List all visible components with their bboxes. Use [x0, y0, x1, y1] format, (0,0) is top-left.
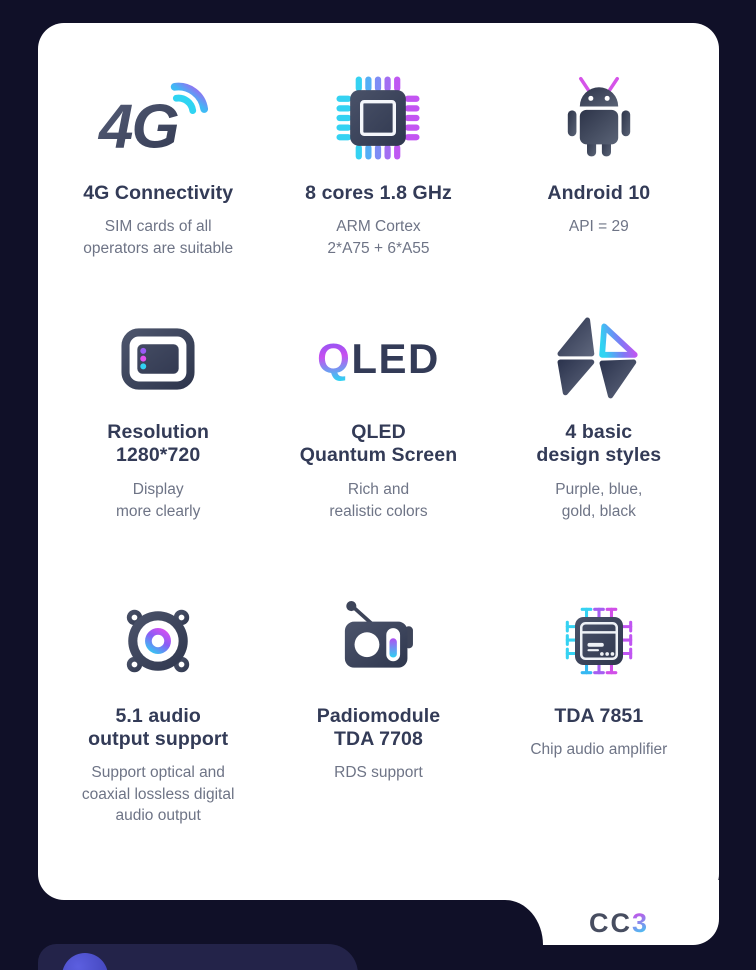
qled-logo: [317, 315, 440, 403]
feature-android: [489, 68, 709, 315]
feature-subtitle: Display more clearly: [115, 481, 201, 520]
feature-title: Padiomodule TDA 7708: [316, 705, 441, 750]
speaker-icon: [110, 591, 206, 691]
4g-signal-icon: [95, 68, 221, 168]
feature-subtitle: API = 29: [568, 218, 629, 235]
feature-title: QLED Quantum Screen: [299, 421, 458, 466]
feature-amplifier: [489, 591, 709, 900]
feature-title: 8 cores 1.8 GHz: [305, 182, 452, 204]
feature-title: 5.1 audio output support: [88, 705, 229, 750]
cc3-logo-suffix: 3: [631, 908, 650, 938]
cc3-logo-prefix: CC: [588, 908, 632, 938]
radio-icon: [332, 591, 424, 691]
android-robot-icon: [551, 68, 647, 168]
qled-led-letters: LED: [351, 335, 440, 382]
feature-title: TDA 7851: [554, 705, 644, 727]
feature-subtitle: Chip audio amplifier: [530, 741, 668, 758]
feature-qled: [268, 315, 488, 591]
feature-audio-output: [48, 591, 268, 900]
cc3-logo: [589, 908, 649, 939]
feature-design-styles: [489, 315, 709, 591]
feature-subtitle: ARM Cortex 2*A75 + 6*A55: [327, 218, 430, 257]
cpu-chip-icon: [330, 68, 426, 168]
feature-title: Resolution 1280*720: [107, 421, 210, 466]
feature-subtitle: Purple, blue, gold, black: [555, 481, 643, 520]
feature-subtitle: RDS support: [334, 764, 423, 781]
feature-subtitle: Rich and realistic colors: [329, 481, 428, 520]
qled-q-letter: Q: [317, 335, 352, 382]
feature-title: 4 basic design styles: [536, 421, 662, 466]
feature-title: Android 10: [547, 182, 651, 204]
feature-resolution: [48, 315, 268, 591]
feature-radio-module: [268, 591, 488, 900]
amplifier-chip-icon: [551, 591, 647, 691]
feature-cpu: [268, 68, 488, 315]
svg-text:4G: 4G: [99, 92, 178, 162]
feature-title: 4G Connectivity: [83, 182, 234, 204]
triangles-pinwheel-icon: [557, 315, 641, 403]
feature-subtitle: Support optical and coaxial lossless digital audio output: [81, 764, 235, 824]
features-card: [38, 23, 719, 900]
display-screen-icon: [121, 315, 195, 403]
feature-4g-connectivity: [48, 68, 268, 315]
feature-subtitle: SIM cards of all operators are suitable: [83, 218, 234, 257]
